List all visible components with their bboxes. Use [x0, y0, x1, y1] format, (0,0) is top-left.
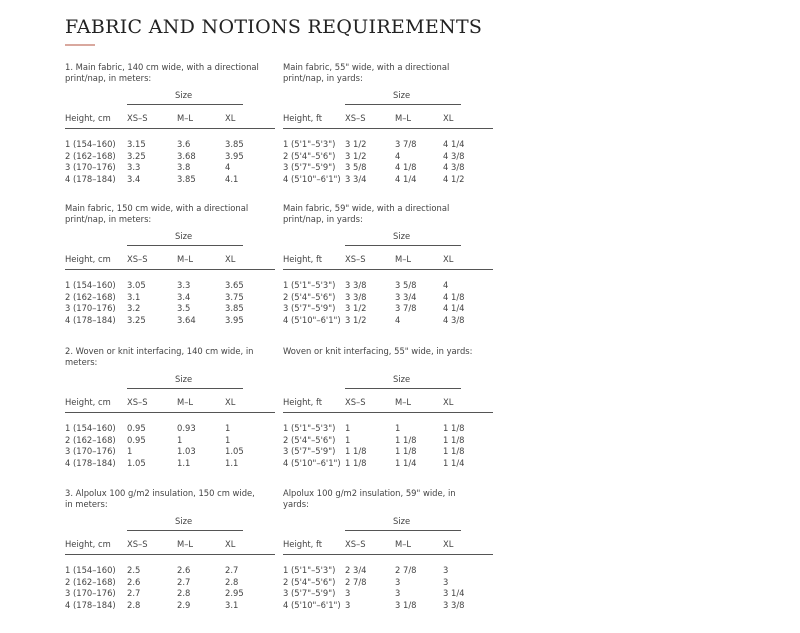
- value-cell: 3.25: [127, 150, 146, 161]
- value-cell: 3.3: [127, 162, 141, 172]
- value-cell: 3.85: [177, 173, 196, 184]
- value-cell: 2.7: [225, 565, 239, 575]
- column-header: Height, ft: [283, 539, 323, 549]
- value-cell: 3 3/8: [345, 280, 367, 290]
- size-group-rule: [345, 104, 461, 105]
- value-cell: 3 3/8: [443, 599, 465, 610]
- table-caption: Alpolux 100 g/m2 insulation, 59" wide, in yards:: [283, 488, 456, 509]
- value-cell: 2.9: [177, 599, 191, 610]
- size-group-label: Size: [393, 516, 411, 526]
- size-group-label: Size: [175, 516, 193, 526]
- column-header: XS–S: [345, 113, 366, 123]
- value-cell: 2.95: [225, 588, 244, 598]
- table-row: [65, 600, 275, 611]
- value-cell: 3.25: [127, 314, 146, 325]
- table-row: [283, 139, 493, 150]
- value-cell: 2.7: [177, 576, 191, 587]
- column-header: XS–S: [127, 254, 148, 264]
- column-header: Height, ft: [283, 113, 323, 123]
- header-rule: [65, 269, 275, 270]
- value-cell: 3.95: [225, 314, 244, 325]
- table-row: [283, 174, 493, 185]
- table-row: [283, 303, 493, 314]
- value-cell: 4 3/8: [443, 314, 465, 325]
- value-cell: 1 1/8: [345, 457, 367, 468]
- column-header: Height, cm: [65, 254, 111, 264]
- height-cell: 3 (170–176): [65, 446, 116, 456]
- value-cell: 3 5/8: [395, 280, 417, 290]
- value-cell: 2 3/4: [345, 565, 367, 575]
- value-cell: 1 1/4: [443, 457, 465, 468]
- column-header: XL: [443, 397, 454, 407]
- table-row: [65, 315, 275, 326]
- table-row: [283, 446, 493, 457]
- value-cell: 1 1/8: [395, 446, 417, 456]
- height-cell: 1 (5'1"–5'3"): [283, 565, 336, 575]
- table-caption: 2. Woven or knit interfacing, 140 cm wide, in meters:: [65, 346, 254, 367]
- value-cell: 2.6: [177, 565, 191, 575]
- header-row: [283, 397, 493, 408]
- value-cell: 1: [225, 434, 231, 445]
- column-header: M–L: [395, 539, 412, 549]
- header-rule: [65, 554, 275, 555]
- size-group-rule: [127, 245, 243, 246]
- height-cell: 4 (5'10"–6'1"): [283, 314, 341, 325]
- value-cell: 4 1/4: [443, 139, 465, 149]
- column-header: XL: [443, 113, 454, 123]
- height-cell: 3 (5'7"–5'9"): [283, 588, 336, 598]
- height-cell: 1 (5'1"–5'3"): [283, 423, 336, 433]
- value-cell: 4: [443, 280, 449, 290]
- page-title: FABRIC AND NOTIONS REQUIREMENTS: [65, 16, 483, 38]
- value-cell: 3 7/8: [395, 139, 417, 149]
- value-cell: 4: [225, 162, 231, 172]
- value-cell: 3.85: [225, 303, 244, 313]
- value-cell: 1 1/8: [395, 434, 417, 445]
- height-cell: 2 (5'4"–5'6"): [283, 434, 336, 445]
- value-cell: 3 1/2: [345, 314, 367, 325]
- table-row: [65, 435, 275, 446]
- value-cell: 3.2: [127, 303, 141, 313]
- header-row: [65, 113, 275, 124]
- value-cell: 3 3/4: [395, 291, 417, 302]
- value-cell: 3.6: [177, 139, 191, 149]
- height-cell: 4 (5'10"–6'1"): [283, 599, 341, 610]
- height-cell: 3 (170–176): [65, 303, 116, 313]
- table-row: [65, 303, 275, 314]
- size-group-rule: [345, 530, 461, 531]
- value-cell: 4 1/4: [443, 303, 465, 313]
- value-cell: 2.8: [177, 588, 191, 598]
- header-row: [65, 254, 275, 265]
- height-cell: 4 (178–184): [65, 599, 116, 610]
- value-cell: 3: [443, 565, 449, 575]
- column-header: M–L: [177, 539, 194, 549]
- value-cell: 1: [345, 423, 351, 433]
- value-cell: 3: [395, 588, 401, 598]
- value-cell: 1 1/8: [443, 434, 465, 445]
- column-header: XL: [443, 539, 454, 549]
- header-rule: [283, 128, 493, 129]
- value-cell: 4: [395, 314, 401, 325]
- value-cell: 3.65: [225, 280, 244, 290]
- size-group-label: Size: [393, 90, 411, 100]
- height-cell: 3 (170–176): [65, 588, 116, 598]
- column-header: Height, cm: [65, 397, 111, 407]
- value-cell: 3 1/8: [395, 599, 417, 610]
- value-cell: 3 1/2: [345, 150, 367, 161]
- value-cell: 3: [395, 576, 401, 587]
- table-row: [283, 435, 493, 446]
- table-caption: Main fabric, 55" wide, with a directional print/nap, in yards:: [283, 62, 450, 83]
- height-cell: 1 (5'1"–5'3"): [283, 280, 336, 290]
- column-header: Height, cm: [65, 539, 111, 549]
- table-row: [283, 280, 493, 291]
- height-cell: 3 (5'7"–5'9"): [283, 446, 336, 456]
- height-cell: 4 (178–184): [65, 173, 116, 184]
- table-caption: 1. Main fabric, 140 cm wide, with a directional print/nap, in meters:: [65, 62, 259, 83]
- column-header: M–L: [177, 397, 194, 407]
- value-cell: 1.1: [225, 457, 239, 468]
- size-group-rule: [345, 245, 461, 246]
- value-cell: 3 1/2: [345, 139, 367, 149]
- column-header: XL: [225, 113, 236, 123]
- value-cell: 3 1/2: [345, 303, 367, 313]
- value-cell: 2.6: [127, 576, 141, 587]
- value-cell: 2.8: [225, 576, 239, 587]
- column-header: XS–S: [127, 539, 148, 549]
- value-cell: 1.05: [225, 446, 244, 456]
- value-cell: 4 1/2: [443, 173, 465, 184]
- fabric-table-1: [65, 62, 275, 197]
- value-cell: 4: [395, 150, 401, 161]
- header-rule: [283, 412, 493, 413]
- table-row: [65, 292, 275, 303]
- value-cell: 3: [345, 588, 351, 598]
- value-cell: 0.95: [127, 423, 146, 433]
- column-header: M–L: [395, 113, 412, 123]
- table-row: [65, 458, 275, 469]
- table-row: [283, 458, 493, 469]
- column-header: XL: [225, 254, 236, 264]
- header-row: [283, 254, 493, 265]
- height-cell: 4 (178–184): [65, 314, 116, 325]
- height-cell: 1 (154–160): [65, 423, 116, 433]
- value-cell: 4 3/8: [443, 150, 465, 161]
- title-underline: [65, 44, 95, 46]
- table-row: [65, 174, 275, 185]
- header-rule: [283, 269, 493, 270]
- value-cell: 2 7/8: [345, 576, 367, 587]
- value-cell: 3: [443, 576, 449, 587]
- value-cell: 3.95: [225, 150, 244, 161]
- value-cell: 3.8: [177, 162, 191, 172]
- value-cell: 1: [225, 423, 231, 433]
- value-cell: 1: [345, 434, 351, 445]
- value-cell: 0.95: [127, 434, 146, 445]
- size-group-rule: [127, 388, 243, 389]
- height-cell: 4 (5'10"–6'1"): [283, 457, 341, 468]
- value-cell: 3.85: [225, 139, 244, 149]
- value-cell: 2.8: [127, 599, 141, 610]
- column-header: XS–S: [345, 539, 366, 549]
- value-cell: 3 1/4: [443, 588, 465, 598]
- header-rule: [283, 554, 493, 555]
- size-group-label: Size: [175, 90, 193, 100]
- fabric-table-6: [283, 346, 493, 481]
- height-cell: 1 (154–160): [65, 139, 116, 149]
- value-cell: 1.05: [127, 457, 146, 468]
- value-cell: 2 7/8: [395, 565, 417, 575]
- fabric-table-5: [65, 346, 275, 481]
- table-row: [65, 280, 275, 291]
- column-header: XS–S: [345, 397, 366, 407]
- value-cell: 2.5: [127, 565, 141, 575]
- header-row: [283, 539, 493, 550]
- value-cell: 3.68: [177, 150, 196, 161]
- height-cell: 3 (170–176): [65, 162, 116, 172]
- value-cell: 4 3/8: [443, 162, 465, 172]
- size-group-label: Size: [393, 374, 411, 384]
- height-cell: 1 (5'1"–5'3"): [283, 139, 336, 149]
- column-header: M–L: [395, 397, 412, 407]
- size-group-rule: [345, 388, 461, 389]
- height-cell: 2 (5'4"–5'6"): [283, 150, 336, 161]
- height-cell: 3 (5'7"–5'9"): [283, 162, 336, 172]
- fabric-table-4: [283, 203, 493, 338]
- value-cell: 3 3/8: [345, 291, 367, 302]
- height-cell: 2 (162–168): [65, 576, 116, 587]
- table-row: [65, 423, 275, 434]
- value-cell: 3.64: [177, 314, 196, 325]
- table-caption: Woven or knit interfacing, 55" wide, in yards:: [283, 346, 473, 356]
- value-cell: 0.93: [177, 423, 196, 433]
- table-row: [283, 577, 493, 588]
- value-cell: 1 1/8: [345, 446, 367, 456]
- value-cell: 3 5/8: [345, 162, 367, 172]
- fabric-table-7: [65, 488, 275, 623]
- height-cell: 2 (162–168): [65, 291, 116, 302]
- size-group-label: Size: [393, 231, 411, 241]
- table-row: [283, 600, 493, 611]
- value-cell: 3.4: [127, 173, 141, 184]
- table-row: [65, 139, 275, 150]
- header-row: [65, 397, 275, 408]
- column-header: Height, cm: [65, 113, 111, 123]
- value-cell: 3: [345, 599, 351, 610]
- column-header: M–L: [177, 254, 194, 264]
- column-header: XL: [225, 397, 236, 407]
- column-header: XS–S: [345, 254, 366, 264]
- value-cell: 3 3/4: [345, 173, 367, 184]
- column-header: XS–S: [127, 397, 148, 407]
- size-group-rule: [127, 104, 243, 105]
- column-header: Height, ft: [283, 254, 323, 264]
- value-cell: 3.5: [177, 303, 191, 313]
- table-row: [65, 565, 275, 576]
- table-row: [283, 151, 493, 162]
- column-header: XS–S: [127, 113, 148, 123]
- value-cell: 3.05: [127, 280, 146, 290]
- table-row: [283, 292, 493, 303]
- table-row: [283, 423, 493, 434]
- size-group-rule: [127, 530, 243, 531]
- value-cell: 3.15: [127, 139, 146, 149]
- value-cell: 1.03: [177, 446, 196, 456]
- table-row: [283, 162, 493, 173]
- table-row: [65, 588, 275, 599]
- height-cell: 4 (5'10"–6'1"): [283, 173, 341, 184]
- value-cell: 2.7: [127, 588, 141, 598]
- value-cell: 1 1/4: [395, 457, 417, 468]
- table-row: [65, 151, 275, 162]
- value-cell: 4 1/4: [395, 173, 417, 184]
- table-row: [283, 315, 493, 326]
- header-rule: [65, 128, 275, 129]
- height-cell: 1 (154–160): [65, 280, 116, 290]
- column-header: M–L: [177, 113, 194, 123]
- table-row: [65, 577, 275, 588]
- size-group-label: Size: [175, 231, 193, 241]
- table-caption: Main fabric, 59" wide, with a directional print/nap, in yards:: [283, 203, 450, 224]
- value-cell: 4.1: [225, 173, 239, 184]
- value-cell: 4 1/8: [395, 162, 417, 172]
- table-row: [283, 588, 493, 599]
- header-row: [283, 113, 493, 124]
- header-rule: [65, 412, 275, 413]
- fabric-table-3: [65, 203, 275, 338]
- height-cell: 3 (5'7"–5'9"): [283, 303, 336, 313]
- value-cell: 1: [127, 446, 133, 456]
- column-header: XL: [225, 539, 236, 549]
- header-row: [65, 539, 275, 550]
- fabric-table-8: [283, 488, 493, 623]
- height-cell: 2 (5'4"–5'6"): [283, 576, 336, 587]
- table-row: [65, 446, 275, 457]
- column-header: Height, ft: [283, 397, 323, 407]
- table-caption: Main fabric, 150 cm wide, with a directional print/nap, in meters:: [65, 203, 249, 224]
- height-cell: 4 (178–184): [65, 457, 116, 468]
- value-cell: 1 1/8: [443, 423, 465, 433]
- value-cell: 1.1: [177, 457, 191, 468]
- table-caption: 3. Alpolux 100 g/m2 insulation, 150 cm wide, in meters:: [65, 488, 255, 509]
- value-cell: 3.4: [177, 291, 191, 302]
- value-cell: 1: [395, 423, 401, 433]
- height-cell: 1 (154–160): [65, 565, 116, 575]
- column-header: XL: [443, 254, 454, 264]
- size-group-label: Size: [175, 374, 193, 384]
- value-cell: 1 1/8: [443, 446, 465, 456]
- value-cell: 3.75: [225, 291, 244, 302]
- height-cell: 2 (5'4"–5'6"): [283, 291, 336, 302]
- value-cell: 3.1: [225, 599, 239, 610]
- column-header: M–L: [395, 254, 412, 264]
- height-cell: 2 (162–168): [65, 150, 116, 161]
- value-cell: 3.1: [127, 291, 141, 302]
- table-row: [283, 565, 493, 576]
- value-cell: 3 7/8: [395, 303, 417, 313]
- table-row: [65, 162, 275, 173]
- fabric-table-2: [283, 62, 493, 197]
- value-cell: 1: [177, 434, 183, 445]
- height-cell: 2 (162–168): [65, 434, 116, 445]
- value-cell: 3.3: [177, 280, 191, 290]
- value-cell: 4 1/8: [443, 291, 465, 302]
